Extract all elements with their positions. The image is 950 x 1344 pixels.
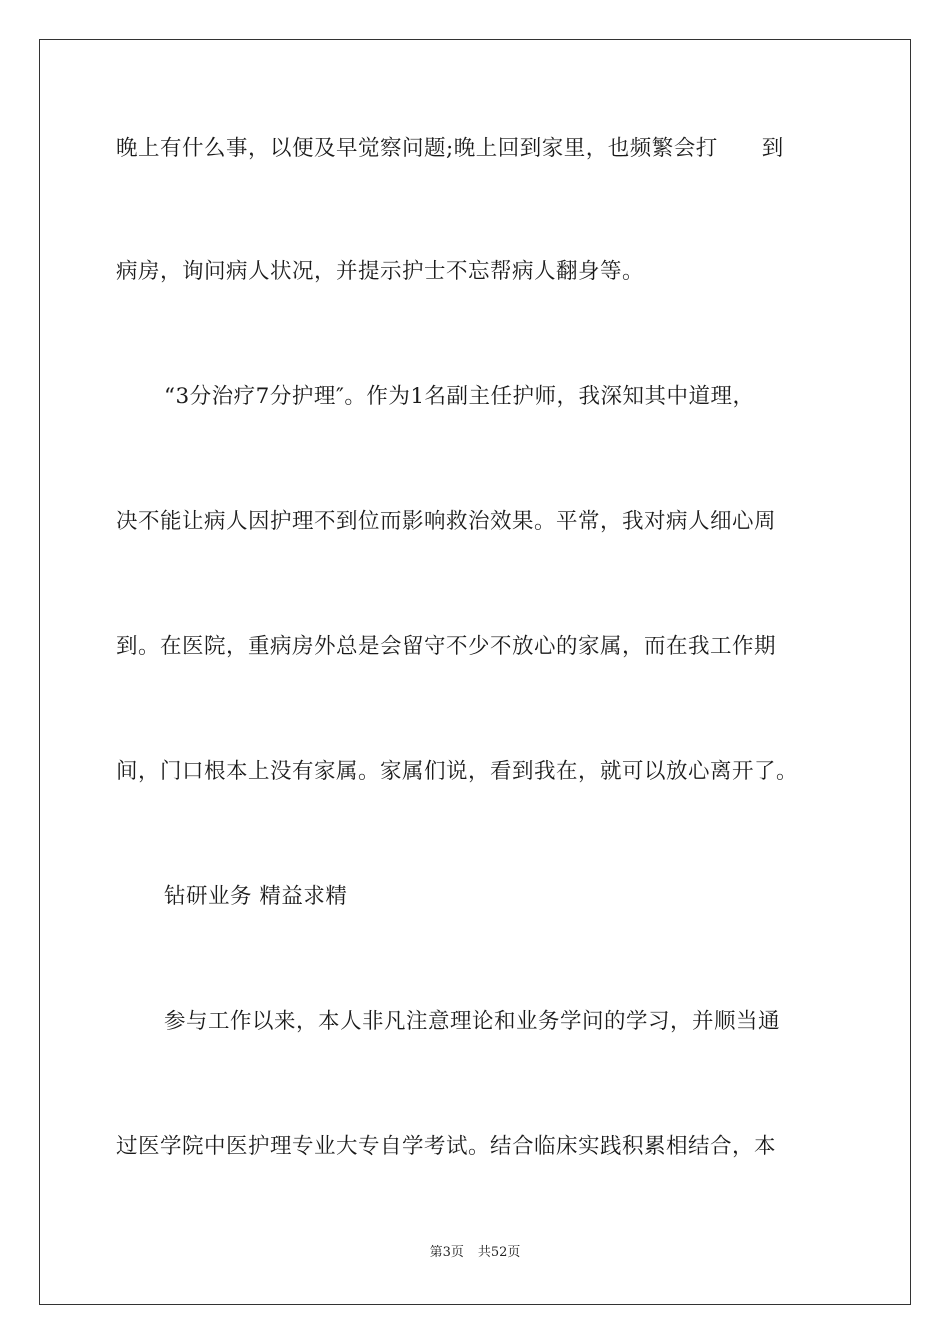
body-line-6: 间，门口根本上没有家属。家属们说，看到我在，就可以放心离开了。 bbox=[116, 759, 799, 784]
body-line-1: 晚上有什么事，以便及早觉察问题;晚上回到家里，也频繁会打 到 bbox=[116, 136, 784, 161]
page-border bbox=[39, 39, 911, 1305]
page-number: 第3页 bbox=[429, 1245, 464, 1260]
page-footer bbox=[0, 1244, 950, 1262]
body-line-5: 到。在医院，重病房外总是会留守不少不放心的家属，而在我工作期 bbox=[116, 634, 777, 659]
body-line-4: 决不能让病人因护理不到位而影响救治效果。平常，我对病人细心周 bbox=[116, 509, 777, 534]
body-line-9: 过医学院中医护理专业大专自学考试。结合临床实践积累相结合，本 bbox=[116, 1134, 777, 1159]
body-line-8: 参与工作以来，本人非凡注意理论和业务学问的学习，并顺当通 bbox=[164, 1009, 781, 1034]
body-line-2: 病房，询问病人状况，并提示护士不忘帮病人翻身等。 bbox=[116, 259, 645, 284]
body-line-3: “3分治疗7分护理″。作为1名副主任护师，我深知其中道理， bbox=[164, 384, 755, 409]
page-total: 共52页 bbox=[477, 1245, 521, 1260]
section-heading: 钻研业务 精益求精 bbox=[164, 884, 348, 909]
